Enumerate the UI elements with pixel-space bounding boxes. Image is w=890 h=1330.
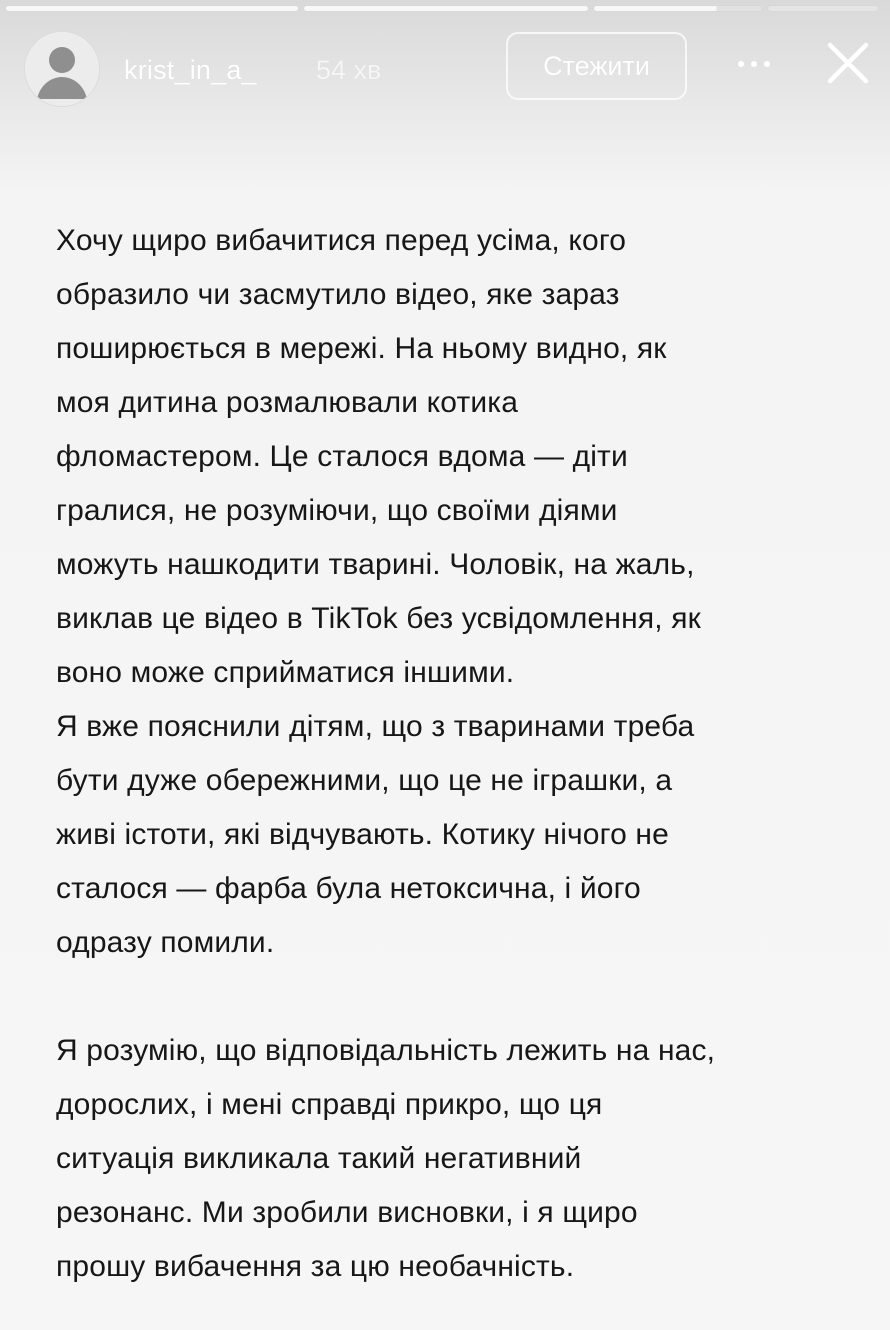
text-line: можуть нашкодити тварині. Чоловік, на жаль, — [56, 548, 695, 581]
text-line: сталося — фарба була нетоксична, і його — [56, 872, 641, 905]
story-paragraph-2 — [56, 1024, 856, 1294]
text-line: прошу вибачення за цю необачність. — [56, 1250, 575, 1283]
text-line: воно може сприйматися іншими. — [56, 656, 515, 689]
text-line: образило чи засмутило відео, яке зараз — [56, 278, 620, 311]
story-time: 54 хв — [316, 55, 382, 85]
text-line: фломастером. Це сталося вдома — діти — [56, 440, 628, 473]
text-line: живі істоти, які відчувають. Котику нічого не — [56, 818, 669, 851]
more-icon[interactable] — [734, 50, 774, 78]
story-paragraph-1 — [56, 214, 856, 970]
paragraph-gap — [56, 970, 856, 1024]
text-line: бути дуже обережними, що це не іграшки, а — [56, 764, 673, 797]
story-progress-segment — [304, 6, 588, 11]
story-progress-bar — [6, 6, 884, 11]
text-line: гралися, не розуміючи, що своїми діями — [56, 494, 618, 527]
close-icon[interactable] — [824, 39, 872, 87]
story-header — [24, 28, 870, 106]
text-line: дорослих, і мені справді прикро, що ця — [56, 1088, 603, 1121]
text-line: виклав це відео в TikTok без усвідомлення, як — [56, 602, 701, 635]
story-progress-segment — [768, 6, 878, 11]
text-line: одразу помили. — [56, 926, 275, 959]
text-line: Я вже пояснили дітям, що з тваринами треба — [56, 710, 695, 743]
story-text-content — [56, 214, 856, 1294]
follow-button[interactable]: Стежити — [506, 32, 687, 100]
story-progress-segment — [6, 6, 298, 11]
text-line: моя дитина розмалювали котика — [56, 386, 519, 419]
text-line: ситуація викликала такий негативний — [56, 1142, 582, 1175]
text-line: Хочу щиро вибачитися перед усіма, кого — [56, 224, 627, 257]
text-line: резонанс. Ми зробили висновки, і я щиро — [56, 1196, 638, 1229]
username[interactable]: krist_in_a_ — [124, 55, 257, 85]
text-line: Я розумію, що відповідальність лежить на нас, — [56, 1034, 716, 1067]
story-progress-segment-active — [594, 6, 762, 11]
text-line: поширюється в мережі. На ньому видно, як — [56, 332, 667, 365]
avatar[interactable] — [24, 31, 100, 107]
avatar-placeholder-icon — [25, 32, 99, 106]
